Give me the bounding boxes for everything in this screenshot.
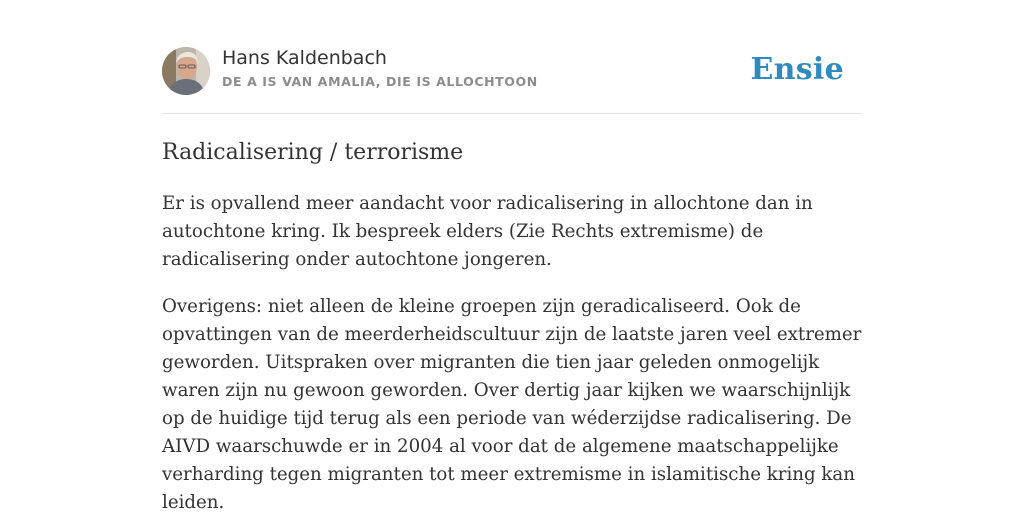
author-subtitle: DE A IS VAN AMALIA, DIE IS ALLOCHTOON <box>222 74 538 89</box>
article-title: Radicalisering / terrorisme <box>162 140 464 165</box>
article-paragraph-2: Overigens: niet alleen de kleine groepen zijn geradicaliseerd. Ook de opvattingen van de meerderheidscultuur zijn de laatste jaren veel extremer geworden. Uitspraken over migranten die tien jaar geleden onmogelijk waren zijn nu gewoon geworden. Over dertig jaar kijken we waarschijnlijk op de huidige tijd terug als een periode van wéderzijdse radicalisering. De AIVD waarschuwde er in 2004 al voor dat de algemene maatschappelijke verharding tegen migranten tot meer extremisme in islamitische kring kan leiden. <box>162 296 862 512</box>
author-portrait-icon <box>162 47 210 95</box>
header-divider <box>162 113 862 114</box>
avatar[interactable] <box>162 47 210 95</box>
ensie-logo[interactable]: Ensie <box>750 52 844 87</box>
article-paragraph-1: Er is opvallend meer aandacht voor radicalisering in allochtone dan in autochtone kring. Ik bespreek elders (Zie Rechts extremisme) de radicalisering onder autochtone jongeren. <box>162 193 813 270</box>
author-header <box>162 46 862 96</box>
article-body <box>162 190 870 512</box>
author-name[interactable]: Hans Kaldenbach <box>222 47 387 69</box>
